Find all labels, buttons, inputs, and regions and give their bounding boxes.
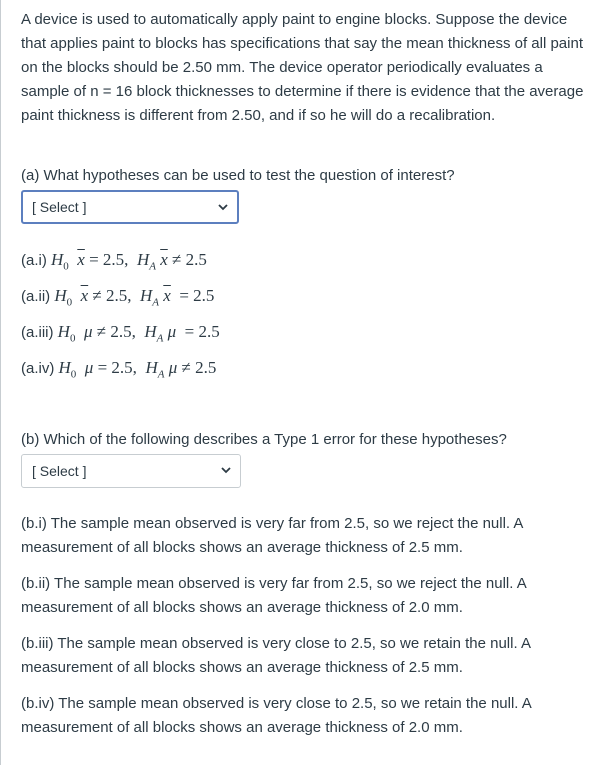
hypothesis-math: $H_0$ $\overline{x} = 2.5$, $H_A$ $\overline{x} \ne 2.5$ xyxy=(51,250,207,273)
option-b-iv: (b.iv) The sample mean observed is very close to 2.5, so we retain the null. A measurement of all blocks shows an average thickness of 2.0 mm. xyxy=(21,695,531,736)
content-left-border xyxy=(0,0,1,765)
option-b-iii: (b.iii) The sample mean observed is very close to 2.5, so we retain the null. A measurement of all blocks shows an average thickness of 2.5 mm. xyxy=(21,635,531,676)
answer-a-select-value: [ Select ] xyxy=(32,199,87,215)
option-b-ii: (b.ii) The sample mean observed is very far from 2.5, so we reject the null. A measurement of all blocks shows an average thickness of 2.0 mm. xyxy=(21,575,526,616)
hypothesis-math: $H_0$ $\overline{x} \ne 2.5$, $H_A$ $\overline{x} = 2.5$ xyxy=(54,286,215,309)
option-a-i: (a.i) $H_0$ $\overline{x} = 2.5$, $H_A$ $\overline{x} \ne 2.5$ xyxy=(21,250,207,273)
answer-b-select-value: [ Select ] xyxy=(32,463,87,479)
option-b-i: (b.i) The sample mean observed is very far from 2.5, so we reject the null. A measurement of all blocks shows an average thickness of 2.5 mm. xyxy=(21,515,523,556)
option-a-iii: (a.iii) $H_0$ μ ≠ 2.5, $H_A$ μ = 2.5 xyxy=(21,322,220,345)
option-a-iv: (a.iv) $H_0$ μ = 2.5, $H_A$ μ ≠ 2.5 xyxy=(21,358,217,381)
intro-paragraph: A device is used to automatically apply paint to engine blocks. Suppose the device that applies paint to blocks has specifications that say the mean thickness of all paint on the blocks should be 2.50 mm. The device operator periodically evaluates a sample of n = 16 block thicknesses to determine if there is evidence that the average paint thickness is different from 2.50, and if so he will do a recalibration. xyxy=(21,11,584,124)
hypothesis-math: $H_0$ μ ≠ 2.5, $H_A$ μ = 2.5 xyxy=(57,322,220,345)
answer-a-select[interactable] xyxy=(21,190,239,224)
chevron-down-icon xyxy=(218,204,228,211)
option-a-ii: (a.ii) $H_0$ $\overline{x} \ne 2.5$, $H_A$ $\overline{x} = 2.5$ xyxy=(21,286,215,309)
question-a: (a) What hypotheses can be used to test the question of interest? xyxy=(21,167,455,184)
answer-b-select[interactable] xyxy=(21,454,241,488)
question-b: (b) Which of the following describes a Type 1 error for these hypotheses? xyxy=(21,431,507,448)
chevron-down-icon xyxy=(221,467,231,474)
hypothesis-math: $H_0$ μ = 2.5, $H_A$ μ ≠ 2.5 xyxy=(58,358,217,381)
